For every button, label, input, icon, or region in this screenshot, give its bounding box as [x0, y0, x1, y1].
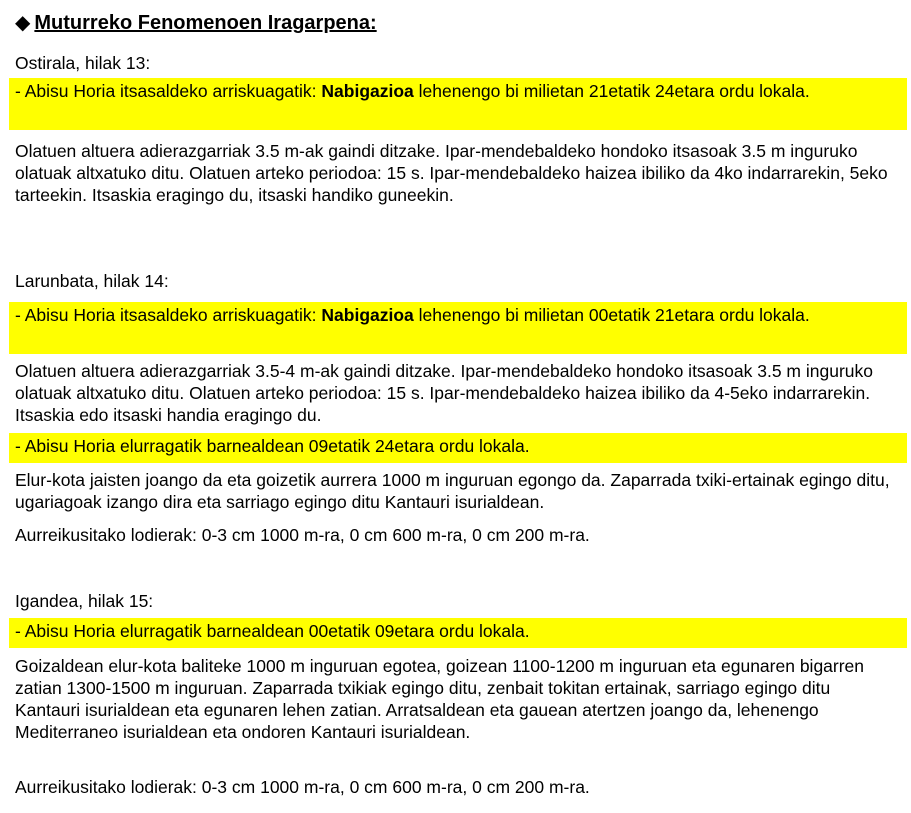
warning-snow-sunday: - Abisu Horia elurragatik barnealdean 00etatik 09etara ordu lokala.	[9, 618, 907, 648]
title-text: Muturreko Fenomenoen Iragarpena:	[34, 12, 377, 34]
day-label-saturday: Larunbata, hilak 14:	[15, 271, 169, 291]
day-label-friday: Ostirala, hilak 13:	[15, 53, 151, 73]
warning-suffix: lehenengo bi milietan 21etatik 24etara ordu lokala.	[413, 81, 810, 101]
warning-bold: Nabigazioa	[321, 305, 414, 325]
paragraph-sea-friday: Olatuen altuera adierazgarriak 3.5 m-ak gaindi ditzake. Ipar-mendebaldeko hondoko itsasoak 3.5 m inguruko olatuak altxatuko ditu. Olatuen arteko periodoa: 15 s. Ipar-mendebaldeko haizea ibiliko da 4ko indarrarekin, 5eko tarteekin. Itsaskia eragingo du, itsaski handiko guneekin.	[15, 141, 888, 205]
warning-prefix: - Abisu Horia itsasaldeko arriskuagatik:	[15, 81, 322, 101]
paragraph-thickness-saturday: Aurreikusitako lodierak: 0-3 cm 1000 m-ra, 0 cm 600 m-ra, 0 cm 200 m-ra.	[15, 525, 590, 545]
warning-sea-friday	[9, 78, 907, 130]
paragraph-snow-saturday: Elur-kota jaisten joango da eta goizetik aurrera 1000 m inguruan egongo da. Zaparrada txiki-ertainak egingo ditu, ugariagoak izango dira eta sarriago egingo ditu Kantauri isurialdean.	[15, 470, 890, 512]
warning-prefix: - Abisu Horia itsasaldeko arriskuagatik:	[15, 305, 322, 325]
warning-snow-saturday: - Abisu Horia elurragatik barnealdean 09etatik 24etara ordu lokala.	[9, 433, 907, 463]
paragraph-snow-sunday: Goizaldean elur-kota baliteke 1000 m inguruan egotea, goizean 1100-1200 m inguruan eta egunaren bigarren zatian 1300-1500 m inguruan. Zaparrada txikiak egingo ditu, zenbait tokitan ertainak, sarriago egingo ditu Kantauri isurialdean eta egunaren lehen zatian. Arratsaldean eta gauean atertzen joango da, lehenengo Mediterraneo isurialdean eta ondoren Kantauri isurialdean.	[15, 656, 865, 742]
day-label-sunday: Igandea, hilak 15:	[15, 591, 154, 611]
warning-suffix: lehenengo bi milietan 00etatik 21etara ordu lokala.	[413, 305, 810, 325]
warning-bold: Nabigazioa	[321, 81, 414, 101]
diamond-bullet-icon: ◆	[15, 12, 31, 34]
paragraph-thickness-sunday: Aurreikusitako lodierak: 0-3 cm 1000 m-ra, 0 cm 600 m-ra, 0 cm 200 m-ra.	[15, 777, 590, 797]
paragraph-sea-saturday: Olatuen altuera adierazgarriak 3.5-4 m-ak gaindi ditzake. Ipar-mendebaldeko hondoko itsasoak 3.5 m inguruko olatuak altxatuko ditu. Olatuen arteko periodoa: 15 s. Ipar-mendebaldeko haizea ibiliko da 4-5eko indarrarekin. Itsaskia edo itsaski handia eragingo du.	[15, 361, 873, 425]
warning-sea-saturday	[9, 302, 907, 354]
page-title	[15, 10, 377, 36]
